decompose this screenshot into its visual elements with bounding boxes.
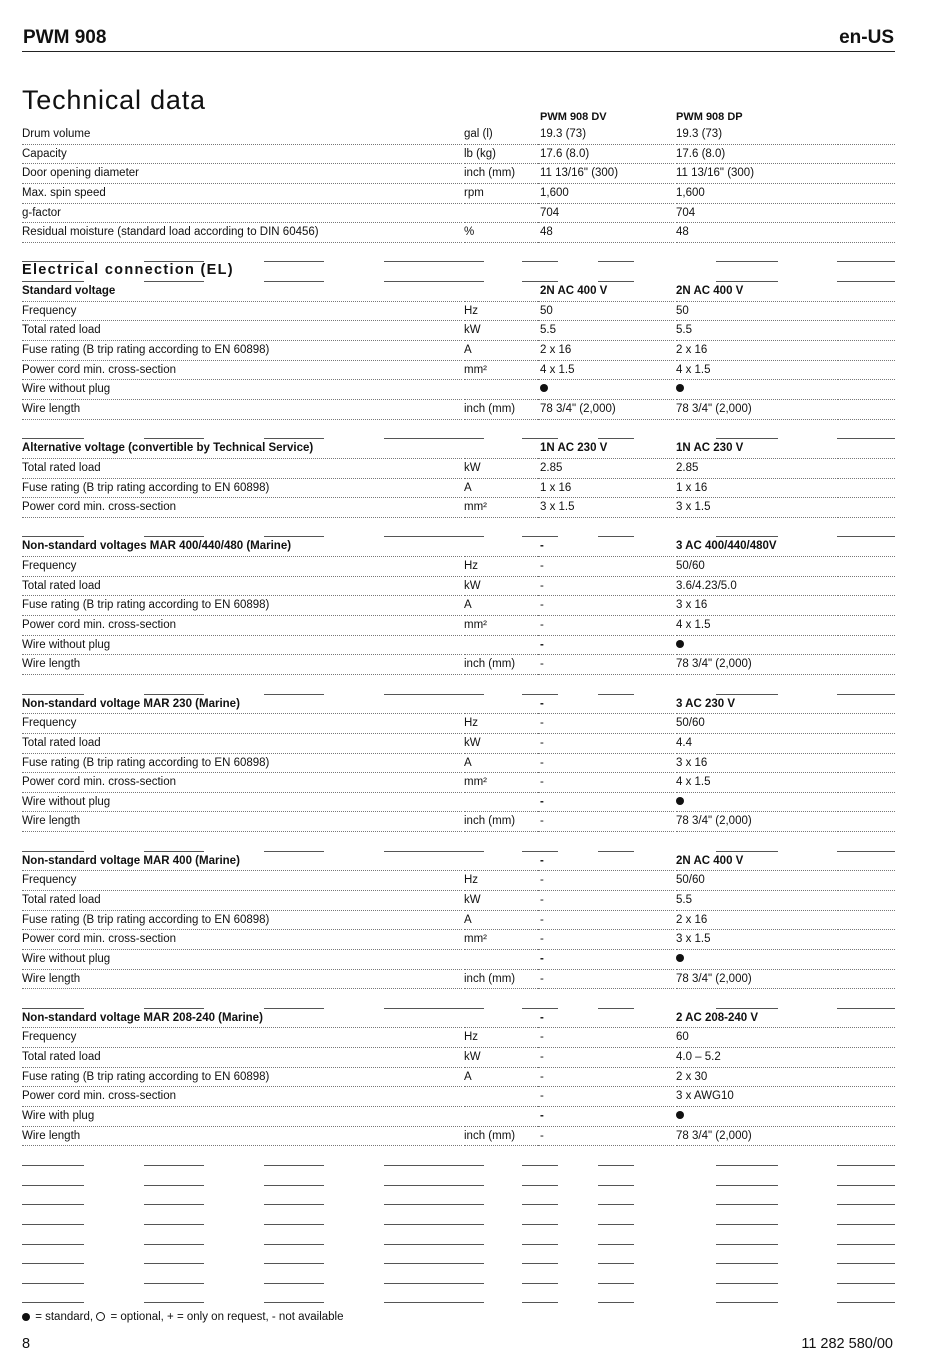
row-rule — [22, 1302, 84, 1303]
blank-row — [22, 1225, 895, 1245]
table-row — [22, 596, 895, 616]
table-row — [22, 773, 895, 793]
row-unit: kW — [464, 461, 481, 474]
value-dp: 2.85 — [676, 461, 699, 474]
value-dp: 704 — [676, 206, 696, 219]
row-label: Fuse rating (B trip rating according to EN 60898) — [22, 913, 270, 926]
table-row — [22, 1048, 895, 1068]
table-row — [22, 930, 895, 950]
row-label: Residual moisture (standard load according to DIN 60456) — [22, 226, 319, 239]
row-unit: mm² — [464, 501, 487, 514]
value-dv: - — [540, 560, 544, 573]
table-row — [22, 498, 895, 518]
value-dv: - — [540, 540, 544, 553]
table-row — [22, 871, 895, 891]
table-row — [22, 812, 895, 832]
table-row — [22, 1028, 895, 1048]
row-label: Frequency — [22, 874, 77, 887]
table-row — [22, 577, 895, 597]
value-dp: 4 x 1.5 — [676, 776, 711, 789]
table-row — [22, 439, 895, 459]
table-row — [22, 1087, 895, 1107]
value-dp: 3 x 1.5 — [676, 933, 711, 946]
value-dv: 5.5 — [540, 324, 556, 337]
row-label: Non-standard voltage MAR 230 (Marine) — [22, 697, 240, 710]
row-unit: inch (mm) — [464, 815, 516, 828]
row-label: Max. spin speed — [22, 186, 106, 199]
bullet-dot — [540, 384, 548, 392]
table-row — [22, 1107, 895, 1127]
blank-row — [22, 518, 895, 538]
value-dv: 78 3/4" (2,000) — [540, 402, 616, 415]
row-unit: inch (mm) — [464, 402, 516, 415]
row-label: Wire without plug — [22, 795, 111, 808]
row-unit: Hz — [464, 560, 479, 573]
row-unit: inch (mm) — [464, 167, 516, 180]
row-rule — [716, 1302, 778, 1303]
table-row — [22, 479, 895, 499]
value-dp: 2 x 30 — [676, 1070, 708, 1083]
table-row — [22, 184, 895, 204]
row-unit: lb (kg) — [464, 147, 496, 160]
row-label: Door opening diameter — [22, 167, 139, 180]
table-row — [22, 891, 895, 911]
legend-standard: = standard, — [35, 1311, 94, 1323]
row-label: Total rated load — [22, 324, 101, 337]
value-dv: 2N AC 400 V — [540, 285, 608, 298]
standard-bullet-icon — [676, 639, 684, 651]
bullet-dot — [676, 640, 684, 648]
table-row — [22, 1127, 895, 1147]
table-row — [22, 793, 895, 813]
row-unit: A — [464, 599, 472, 612]
row-label: Total rated load — [22, 579, 101, 592]
row-label: Total rated load — [22, 461, 101, 474]
row-unit: kW — [464, 893, 481, 906]
table-row — [22, 282, 895, 302]
row-label: Alternative voltage (convertible by Technical Service) — [22, 442, 314, 455]
blank-row — [22, 1284, 895, 1304]
value-dp: 11 13/16" (300) — [676, 167, 755, 180]
row-unit: mm² — [464, 933, 487, 946]
value-dp: 4.4 — [676, 736, 692, 749]
value-dp: 1N AC 230 V — [676, 442, 744, 455]
value-dv: 2.85 — [540, 461, 563, 474]
row-label: Power cord min. cross-section — [22, 1090, 177, 1103]
row-unit: kW — [464, 324, 481, 337]
page-number: 8 — [22, 1336, 31, 1352]
value-dp: 2N AC 400 V — [676, 854, 744, 867]
value-dv: - — [540, 697, 544, 710]
value-dp: 50/60 — [676, 874, 705, 887]
document-number: 11 282 580/00 — [801, 1336, 893, 1352]
blank-row — [22, 1205, 895, 1225]
row-label: Wire length — [22, 972, 81, 985]
row-label: Wire length — [22, 1129, 81, 1142]
value-dp: 78 3/4" (2,000) — [676, 402, 752, 415]
section-heading-row — [22, 262, 895, 282]
row-label: Frequency — [22, 717, 77, 730]
row-unit: Hz — [464, 304, 479, 317]
value-dv: 19.3 (73) — [540, 128, 587, 140]
value-dp: 3 x 1.5 — [676, 501, 711, 514]
blank-row — [22, 1166, 895, 1186]
row-unit: mm² — [464, 776, 487, 789]
blank-row — [22, 1264, 895, 1284]
row-unit: inch (mm) — [464, 658, 516, 671]
table-row — [22, 616, 895, 636]
value-dp: 60 — [676, 1031, 689, 1044]
table-row — [22, 1068, 895, 1088]
row-rule — [598, 1302, 634, 1303]
row-label: Frequency — [22, 1031, 77, 1044]
table-row — [22, 341, 895, 361]
value-dp: 17.6 (8.0) — [676, 147, 726, 160]
row-label: Wire with plug — [22, 1110, 95, 1123]
value-dv: - — [540, 795, 544, 808]
table-row — [22, 145, 895, 165]
section-heading: Electrical connection (EL) — [22, 262, 234, 279]
row-unit: A — [464, 344, 472, 357]
row-label: Wire length — [22, 402, 81, 415]
value-dv: - — [540, 658, 544, 671]
standard-bullet-icon — [676, 796, 684, 808]
row-unit: kW — [464, 1051, 481, 1064]
row-label: Fuse rating (B trip rating according to EN 60898) — [22, 481, 270, 494]
table-row — [22, 125, 895, 145]
blank-row — [22, 989, 895, 1009]
table-row — [22, 1009, 895, 1029]
row-unit: % — [464, 226, 475, 239]
bullet-dot — [676, 954, 684, 962]
row-unit: Hz — [464, 1031, 479, 1044]
value-dv: - — [540, 756, 544, 769]
blank-row — [22, 832, 895, 852]
column-header-dv: PWM 908 DV — [540, 111, 607, 123]
optional-circle-icon — [96, 1312, 105, 1321]
row-label: Fuse rating (B trip rating according to EN 60898) — [22, 1070, 270, 1083]
row-label: g-factor — [22, 206, 61, 219]
value-dv: - — [540, 736, 544, 749]
page-header — [22, 26, 895, 52]
value-dv: - — [540, 1129, 544, 1142]
row-label: Total rated load — [22, 893, 101, 906]
value-dv: 17.6 (8.0) — [540, 147, 590, 160]
table-row — [22, 400, 895, 420]
value-dv: 48 — [540, 226, 553, 239]
value-dv: - — [540, 1051, 544, 1064]
value-dv: 1 x 16 — [540, 481, 572, 494]
table-row — [22, 754, 895, 774]
table-row — [22, 734, 895, 754]
value-dv: 1N AC 230 V — [540, 442, 608, 455]
value-dv: - — [540, 893, 544, 906]
value-dp: 78 3/4" (2,000) — [676, 972, 752, 985]
row-rule — [522, 1302, 558, 1303]
table-row — [22, 970, 895, 990]
bullet-dot — [676, 1111, 684, 1119]
legend — [22, 1311, 344, 1323]
table-row — [22, 302, 895, 322]
value-dv: - — [540, 874, 544, 887]
value-dp: 50/60 — [676, 717, 705, 730]
value-dp: 1 x 16 — [676, 481, 708, 494]
value-dp: 3.6/4.23/5.0 — [676, 579, 737, 592]
table-row — [22, 361, 895, 381]
legend-optional: = optional, + = only on request, - not available — [110, 1311, 344, 1323]
blank-row — [22, 1146, 895, 1166]
row-label: Capacity — [22, 147, 67, 160]
value-dv: - — [540, 1110, 544, 1123]
value-dp: 48 — [676, 226, 689, 239]
value-dv: - — [540, 619, 544, 632]
value-dp: 3 AC 230 V — [676, 697, 736, 710]
standard-bullet-icon — [676, 1110, 684, 1122]
row-label: Wire without plug — [22, 952, 111, 965]
table-row — [22, 459, 895, 479]
standard-bullet-icon — [676, 383, 684, 395]
value-dp: 4 x 1.5 — [676, 363, 711, 376]
row-label: Power cord min. cross-section — [22, 776, 177, 789]
value-dp: 2N AC 400 V — [676, 285, 744, 298]
value-dv: 2 x 16 — [540, 344, 572, 357]
row-unit: inch (mm) — [464, 972, 516, 985]
value-dv: - — [540, 913, 544, 926]
row-label: Drum volume — [22, 128, 91, 140]
value-dp: 3 x 16 — [676, 599, 708, 612]
table-row — [22, 537, 895, 557]
value-dp: 2 x 16 — [676, 913, 708, 926]
value-dv: - — [540, 717, 544, 730]
row-label: Fuse rating (B trip rating according to EN 60898) — [22, 344, 270, 357]
value-dv: - — [540, 815, 544, 828]
value-dp: 4 x 1.5 — [676, 619, 711, 632]
value-dv: - — [540, 579, 544, 592]
value-dv: 1,600 — [540, 186, 569, 199]
value-dp: 78 3/4" (2,000) — [676, 658, 752, 671]
row-unit: mm² — [464, 363, 487, 376]
row-unit: inch (mm) — [464, 1129, 516, 1142]
row-unit: Hz — [464, 717, 479, 730]
value-dp: 78 3/4" (2,000) — [676, 815, 752, 828]
value-dv: - — [540, 933, 544, 946]
row-label: Non-standard voltage MAR 400 (Marine) — [22, 854, 240, 867]
table-row — [22, 852, 895, 872]
row-unit: mm² — [464, 619, 487, 632]
table-row — [22, 204, 895, 224]
page-title: Technical data — [22, 85, 206, 115]
header-model: PWM 908 — [23, 27, 107, 48]
blank-row — [22, 420, 895, 440]
row-label: Fuse rating (B trip rating according to EN 60898) — [22, 599, 270, 612]
value-dv: - — [540, 638, 544, 651]
value-dp: 19.3 (73) — [676, 128, 723, 140]
row-label: Standard voltage — [22, 285, 116, 298]
bullet-dot — [676, 384, 684, 392]
row-rule — [144, 1302, 204, 1303]
technical-data-table — [22, 125, 895, 1303]
blank-row — [22, 1245, 895, 1265]
row-label: Non-standard voltage MAR 208-240 (Marine) — [22, 1011, 263, 1024]
row-label: Wire without plug — [22, 638, 111, 651]
table-row — [22, 164, 895, 184]
table-row — [22, 380, 895, 400]
value-dp: 5.5 — [676, 324, 692, 337]
row-label: Wire length — [22, 815, 81, 828]
value-dp: 3 AC 400/440/480V — [676, 540, 777, 553]
value-dv: - — [540, 599, 544, 612]
row-unit: A — [464, 913, 472, 926]
value-dv: - — [540, 952, 544, 965]
row-label: Power cord min. cross-section — [22, 619, 177, 632]
row-label: Total rated load — [22, 736, 101, 749]
table-row — [22, 950, 895, 970]
table-row — [22, 636, 895, 656]
bullet-dot — [676, 797, 684, 805]
row-unit: kW — [464, 579, 481, 592]
value-dp: 4.0 – 5.2 — [676, 1051, 721, 1064]
value-dv: - — [540, 1031, 544, 1044]
value-dp: 1,600 — [676, 186, 705, 199]
row-label: Power cord min. cross-section — [22, 363, 177, 376]
row-unit: A — [464, 1070, 472, 1083]
standard-bullet-icon — [22, 1313, 30, 1321]
row-unit: rpm — [464, 186, 484, 199]
row-unit: gal (l) — [464, 128, 493, 140]
table-row — [22, 714, 895, 734]
row-label: Non-standard voltages MAR 400/440/480 (Marine) — [22, 540, 292, 553]
blank-row — [22, 243, 895, 263]
row-rule — [464, 1302, 484, 1303]
row-label: Total rated load — [22, 1051, 101, 1064]
row-unit: kW — [464, 736, 481, 749]
value-dp: 3 x AWG10 — [676, 1090, 734, 1103]
row-rule — [264, 1302, 324, 1303]
standard-bullet-icon — [676, 953, 684, 965]
row-label: Frequency — [22, 560, 77, 573]
row-rule — [384, 1302, 464, 1303]
value-dp: 2 AC 208-240 V — [676, 1011, 759, 1024]
row-rule — [837, 1302, 895, 1303]
row-label: Frequency — [22, 304, 77, 317]
row-unit: A — [464, 481, 472, 494]
standard-bullet-icon — [540, 383, 548, 395]
value-dp: 5.5 — [676, 893, 692, 906]
table-row — [22, 557, 895, 577]
row-label: Fuse rating (B trip rating according to EN 60898) — [22, 756, 270, 769]
column-header-dp: PWM 908 DP — [676, 111, 743, 123]
table-row — [22, 911, 895, 931]
row-label: Wire without plug — [22, 383, 111, 396]
table-row — [22, 223, 895, 243]
blank-row — [22, 675, 895, 695]
value-dv: 50 — [540, 304, 553, 317]
value-dv: 3 x 1.5 — [540, 501, 575, 514]
row-label: Power cord min. cross-section — [22, 501, 177, 514]
value-dv: - — [540, 776, 544, 789]
blank-row — [22, 1186, 895, 1206]
value-dv: 11 13/16" (300) — [540, 167, 619, 180]
value-dp: 2 x 16 — [676, 344, 708, 357]
header-locale: en-US — [839, 27, 894, 48]
row-unit: A — [464, 756, 472, 769]
value-dp: 78 3/4" (2,000) — [676, 1129, 752, 1142]
table-row — [22, 695, 895, 715]
value-dp: 50 — [676, 304, 689, 317]
value-dv: 704 — [540, 206, 560, 219]
value-dv: - — [540, 1011, 544, 1024]
row-label: Power cord min. cross-section — [22, 933, 177, 946]
value-dp: 3 x 16 — [676, 756, 708, 769]
value-dp: 50/60 — [676, 560, 705, 573]
row-unit: Hz — [464, 874, 479, 887]
value-dv: - — [540, 972, 544, 985]
table-row — [22, 655, 895, 675]
value-dv: - — [540, 1070, 544, 1083]
value-dv: - — [540, 1090, 544, 1103]
row-label: Wire length — [22, 658, 81, 671]
value-dv: - — [540, 854, 544, 867]
value-dv: 4 x 1.5 — [540, 363, 575, 376]
table-row — [22, 321, 895, 341]
